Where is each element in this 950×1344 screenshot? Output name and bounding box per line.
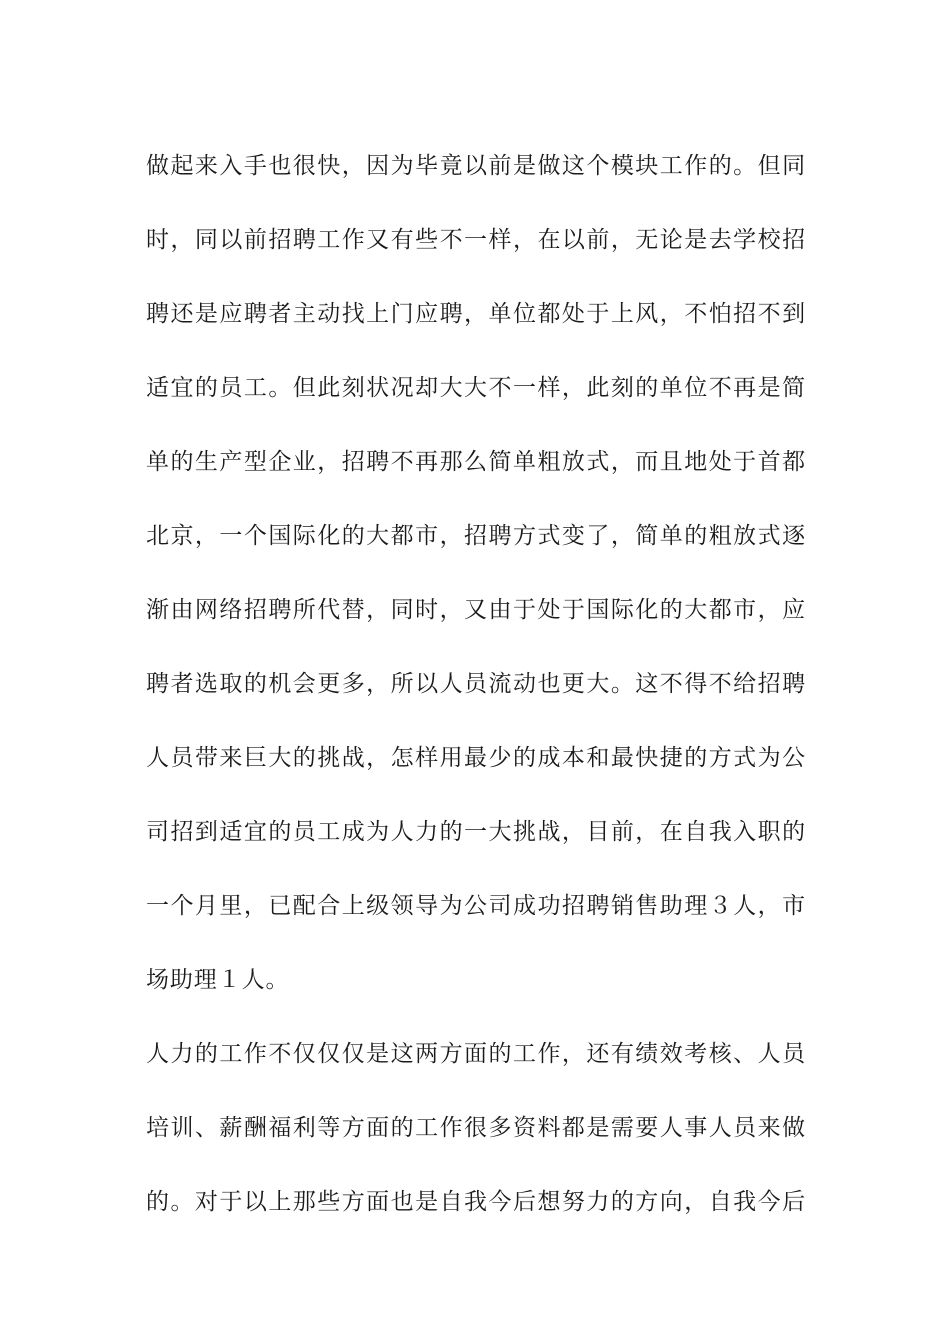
text-line-12: 场助理１人。 — [146, 967, 290, 993]
text-line-11: 一个月里，已配合上级领导为公司成功招聘销售助理３人，市 — [146, 893, 806, 919]
text-line-6: 北京，一个国际化的大都市，招聘方式变了，简单的粗放式逐 — [146, 523, 806, 549]
text-line-10: 司招到适宜的员工成为人力的一大挑战，目前，在自我入职的 — [146, 819, 806, 845]
text-line-13: 人力的工作不仅仅仅是这两方面的工作，还有绩效考核、人员 — [146, 1041, 806, 1067]
text-line-1: 做起来入手也很快，因为毕竟以前是做这个模块工作的。但同 — [146, 153, 806, 179]
text-line-5: 单的生产型企业，招聘不再那么简单粗放式，而且地处于首都 — [146, 449, 806, 475]
text-line-7: 渐由网络招聘所代替，同时，又由于处于国际化的大都市，应 — [146, 597, 806, 623]
text-line-15: 的。对于以上那些方面也是自我今后想努力的方向，自我今后 — [146, 1189, 806, 1215]
text-line-9: 人员带来巨大的挑战，怎样用最少的成本和最快捷的方式为公 — [146, 745, 806, 771]
text-line-2: 时，同以前招聘工作又有些不一样，在以前，无论是去学校招 — [146, 227, 806, 253]
text-line-14: 培训、薪酬福利等方面的工作很多资料都是需要人事人员来做 — [146, 1115, 806, 1141]
text-line-8: 聘者选取的机会更多，所以人员流动也更大。这不得不给招聘 — [146, 671, 806, 697]
text-line-4: 适宜的员工。但此刻状况却大大不一样，此刻的单位不再是简 — [146, 375, 806, 401]
text-line-3: 聘还是应聘者主动找上门应聘，单位都处于上风，不怕招不到 — [146, 301, 806, 327]
body-text — [146, 129, 806, 1239]
